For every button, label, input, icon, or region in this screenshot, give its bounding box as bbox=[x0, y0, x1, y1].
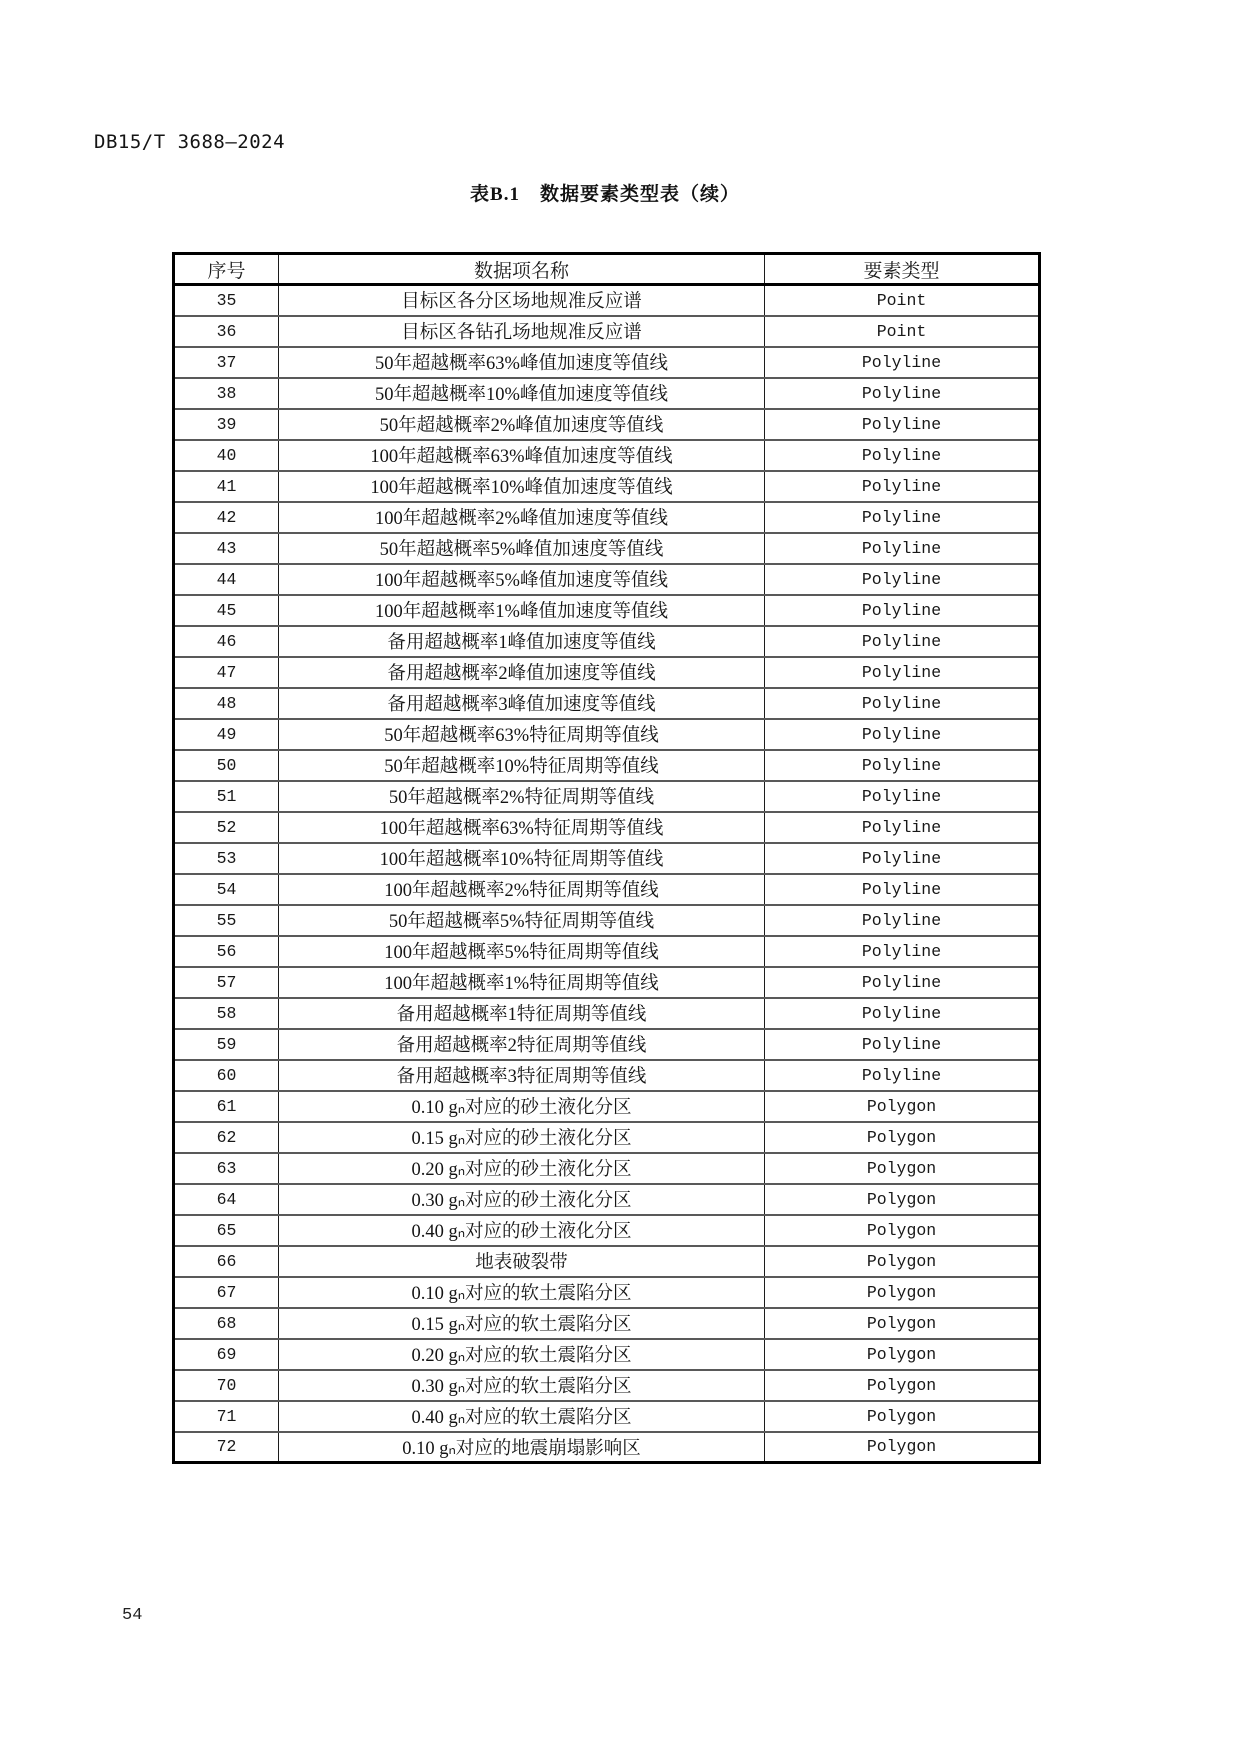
cell-type: Polyline bbox=[765, 347, 1040, 378]
cell-type: Polyline bbox=[765, 781, 1040, 812]
cell-name: 0.10 gₙ对应的砂土液化分区 bbox=[279, 1091, 765, 1122]
cell-name: 0.15 gₙ对应的砂土液化分区 bbox=[279, 1122, 765, 1153]
cell-no: 65 bbox=[174, 1215, 279, 1246]
cell-type: Polyline bbox=[765, 502, 1040, 533]
cell-name: 50年超越概率5%峰值加速度等值线 bbox=[279, 533, 765, 564]
cell-name: 50年超越概率63%特征周期等值线 bbox=[279, 719, 765, 750]
table-title: 表B.1 数据要素类型表（续） bbox=[470, 184, 740, 205]
cell-type: Polygon bbox=[765, 1401, 1040, 1432]
cell-no: 66 bbox=[174, 1246, 279, 1277]
cell-no: 36 bbox=[174, 316, 279, 347]
cell-name: 100年超越概率1%峰值加速度等值线 bbox=[279, 595, 765, 626]
cell-name: 100年超越概率10%特征周期等值线 bbox=[279, 843, 765, 874]
table-row bbox=[174, 750, 1040, 781]
cell-type: Polyline bbox=[765, 564, 1040, 595]
cell-name: 0.20 gₙ对应的软土震陷分区 bbox=[279, 1339, 765, 1370]
cell-type: Polygon bbox=[765, 1153, 1040, 1184]
table-row bbox=[174, 1215, 1040, 1246]
table-row bbox=[174, 1060, 1040, 1091]
cell-type: Polygon bbox=[765, 1432, 1040, 1463]
cell-no: 53 bbox=[174, 843, 279, 874]
cell-name: 100年超越概率1%特征周期等值线 bbox=[279, 967, 765, 998]
cell-name: 0.30 gₙ对应的软土震陷分区 bbox=[279, 1370, 765, 1401]
cell-name: 0.40 gₙ对应的软土震陷分区 bbox=[279, 1401, 765, 1432]
cell-name: 50年超越概率10%特征周期等值线 bbox=[279, 750, 765, 781]
table-row bbox=[174, 657, 1040, 688]
cell-name: 0.20 gₙ对应的砂土液化分区 bbox=[279, 1153, 765, 1184]
table-row bbox=[174, 440, 1040, 471]
cell-no: 50 bbox=[174, 750, 279, 781]
cell-name: 备用超越概率1特征周期等值线 bbox=[279, 998, 765, 1029]
table-header-row bbox=[174, 254, 1040, 285]
cell-no: 54 bbox=[174, 874, 279, 905]
table-row bbox=[174, 998, 1040, 1029]
cell-type: Polygon bbox=[765, 1215, 1040, 1246]
column-header-type: 要素类型 bbox=[765, 254, 1040, 285]
table-row bbox=[174, 564, 1040, 595]
table-row bbox=[174, 719, 1040, 750]
cell-no: 47 bbox=[174, 657, 279, 688]
cell-type: Polyline bbox=[765, 657, 1040, 688]
cell-type: Polygon bbox=[765, 1122, 1040, 1153]
column-header-no: 序号 bbox=[174, 254, 279, 285]
cell-name: 0.40 gₙ对应的砂土液化分区 bbox=[279, 1215, 765, 1246]
table-row bbox=[174, 1122, 1040, 1153]
cell-name: 备用超越概率2特征周期等值线 bbox=[279, 1029, 765, 1060]
cell-no: 61 bbox=[174, 1091, 279, 1122]
column-header-name: 数据项名称 bbox=[279, 254, 765, 285]
cell-type: Polyline bbox=[765, 750, 1040, 781]
table-row bbox=[174, 347, 1040, 378]
cell-type: Polygon bbox=[765, 1308, 1040, 1339]
table-row bbox=[174, 1401, 1040, 1432]
cell-name: 50年超越概率63%峰值加速度等值线 bbox=[279, 347, 765, 378]
cell-type: Polyline bbox=[765, 719, 1040, 750]
cell-name: 备用超越概率1峰值加速度等值线 bbox=[279, 626, 765, 657]
cell-type: Polygon bbox=[765, 1246, 1040, 1277]
cell-no: 44 bbox=[174, 564, 279, 595]
table-row bbox=[174, 1277, 1040, 1308]
cell-no: 43 bbox=[174, 533, 279, 564]
cell-type: Polyline bbox=[765, 1060, 1040, 1091]
cell-no: 37 bbox=[174, 347, 279, 378]
cell-name: 50年超越概率10%峰值加速度等值线 bbox=[279, 378, 765, 409]
cell-no: 57 bbox=[174, 967, 279, 998]
table-row bbox=[174, 936, 1040, 967]
cell-type: Polyline bbox=[765, 874, 1040, 905]
cell-no: 42 bbox=[174, 502, 279, 533]
cell-type: Polyline bbox=[765, 936, 1040, 967]
cell-type: Polyline bbox=[765, 409, 1040, 440]
cell-type: Polygon bbox=[765, 1184, 1040, 1215]
cell-name: 100年超越概率5%特征周期等值线 bbox=[279, 936, 765, 967]
cell-no: 62 bbox=[174, 1122, 279, 1153]
table-row bbox=[174, 1339, 1040, 1370]
table-row bbox=[174, 378, 1040, 409]
table-row bbox=[174, 967, 1040, 998]
cell-no: 58 bbox=[174, 998, 279, 1029]
table-row bbox=[174, 409, 1040, 440]
table-row bbox=[174, 781, 1040, 812]
cell-no: 39 bbox=[174, 409, 279, 440]
cell-type: Point bbox=[765, 285, 1040, 316]
cell-name: 100年超越概率2%峰值加速度等值线 bbox=[279, 502, 765, 533]
cell-type: Polyline bbox=[765, 812, 1040, 843]
cell-no: 69 bbox=[174, 1339, 279, 1370]
cell-name: 100年超越概率63%特征周期等值线 bbox=[279, 812, 765, 843]
table-body bbox=[174, 285, 1040, 1463]
cell-type: Polyline bbox=[765, 440, 1040, 471]
cell-name: 0.10 gₙ对应的软土震陷分区 bbox=[279, 1277, 765, 1308]
cell-no: 72 bbox=[174, 1432, 279, 1463]
cell-type: Polyline bbox=[765, 688, 1040, 719]
cell-no: 67 bbox=[174, 1277, 279, 1308]
cell-type: Polyline bbox=[765, 1029, 1040, 1060]
table-row bbox=[174, 843, 1040, 874]
cell-no: 38 bbox=[174, 378, 279, 409]
cell-no: 59 bbox=[174, 1029, 279, 1060]
cell-name: 0.10 gₙ对应的地震崩塌影响区 bbox=[279, 1432, 765, 1463]
table-row bbox=[174, 502, 1040, 533]
table-row bbox=[174, 1246, 1040, 1277]
page-number: 54 bbox=[122, 1606, 143, 1625]
table-row bbox=[174, 285, 1040, 316]
cell-name: 地表破裂带 bbox=[279, 1246, 765, 1277]
cell-no: 68 bbox=[174, 1308, 279, 1339]
table-row bbox=[174, 1370, 1040, 1401]
cell-type: Polygon bbox=[765, 1091, 1040, 1122]
cell-no: 71 bbox=[174, 1401, 279, 1432]
cell-type: Polyline bbox=[765, 533, 1040, 564]
cell-name: 50年超越概率2%特征周期等值线 bbox=[279, 781, 765, 812]
table-row bbox=[174, 812, 1040, 843]
cell-no: 49 bbox=[174, 719, 279, 750]
cell-no: 48 bbox=[174, 688, 279, 719]
cell-type: Polyline bbox=[765, 843, 1040, 874]
cell-name: 备用超越概率2峰值加速度等值线 bbox=[279, 657, 765, 688]
table-row bbox=[174, 1091, 1040, 1122]
table-row bbox=[174, 316, 1040, 347]
cell-name: 100年超越概率2%特征周期等值线 bbox=[279, 874, 765, 905]
cell-no: 46 bbox=[174, 626, 279, 657]
cell-name: 目标区各分区场地规准反应谱 bbox=[279, 285, 765, 316]
cell-type: Polygon bbox=[765, 1277, 1040, 1308]
table-row bbox=[174, 1308, 1040, 1339]
cell-name: 备用超越概率3特征周期等值线 bbox=[279, 1060, 765, 1091]
cell-name: 0.30 gₙ对应的砂土液化分区 bbox=[279, 1184, 765, 1215]
document-code: DB15/T 3688—2024 bbox=[94, 131, 286, 153]
cell-no: 40 bbox=[174, 440, 279, 471]
cell-name: 备用超越概率3峰值加速度等值线 bbox=[279, 688, 765, 719]
cell-no: 63 bbox=[174, 1153, 279, 1184]
cell-name: 0.15 gₙ对应的软土震陷分区 bbox=[279, 1308, 765, 1339]
table-row bbox=[174, 1184, 1040, 1215]
cell-no: 45 bbox=[174, 595, 279, 626]
cell-name: 100年超越概率10%峰值加速度等值线 bbox=[279, 471, 765, 502]
table-row bbox=[174, 595, 1040, 626]
cell-type: Polyline bbox=[765, 595, 1040, 626]
table-row bbox=[174, 471, 1040, 502]
table-row bbox=[174, 1153, 1040, 1184]
cell-name: 目标区各钻孔场地规准反应谱 bbox=[279, 316, 765, 347]
table-row bbox=[174, 626, 1040, 657]
table-row bbox=[174, 688, 1040, 719]
cell-name: 100年超越概率63%峰值加速度等值线 bbox=[279, 440, 765, 471]
table-row bbox=[174, 905, 1040, 936]
cell-name: 50年超越概率2%峰值加速度等值线 bbox=[279, 409, 765, 440]
data-element-type-table bbox=[172, 252, 1041, 1464]
cell-no: 51 bbox=[174, 781, 279, 812]
cell-type: Polyline bbox=[765, 378, 1040, 409]
cell-no: 41 bbox=[174, 471, 279, 502]
cell-no: 64 bbox=[174, 1184, 279, 1215]
cell-name: 100年超越概率5%峰值加速度等值线 bbox=[279, 564, 765, 595]
cell-no: 52 bbox=[174, 812, 279, 843]
table-row bbox=[174, 533, 1040, 564]
cell-type: Polyline bbox=[765, 998, 1040, 1029]
cell-type: Polyline bbox=[765, 967, 1040, 998]
cell-type: Polyline bbox=[765, 626, 1040, 657]
table-row bbox=[174, 1432, 1040, 1463]
cell-no: 35 bbox=[174, 285, 279, 316]
cell-type: Polyline bbox=[765, 905, 1040, 936]
cell-no: 56 bbox=[174, 936, 279, 967]
cell-no: 55 bbox=[174, 905, 279, 936]
cell-no: 60 bbox=[174, 1060, 279, 1091]
cell-no: 70 bbox=[174, 1370, 279, 1401]
cell-type: Polygon bbox=[765, 1339, 1040, 1370]
cell-type: Polyline bbox=[765, 471, 1040, 502]
table-row bbox=[174, 874, 1040, 905]
cell-name: 50年超越概率5%特征周期等值线 bbox=[279, 905, 765, 936]
cell-type: Polygon bbox=[765, 1370, 1040, 1401]
table-row bbox=[174, 1029, 1040, 1060]
cell-type: Point bbox=[765, 316, 1040, 347]
